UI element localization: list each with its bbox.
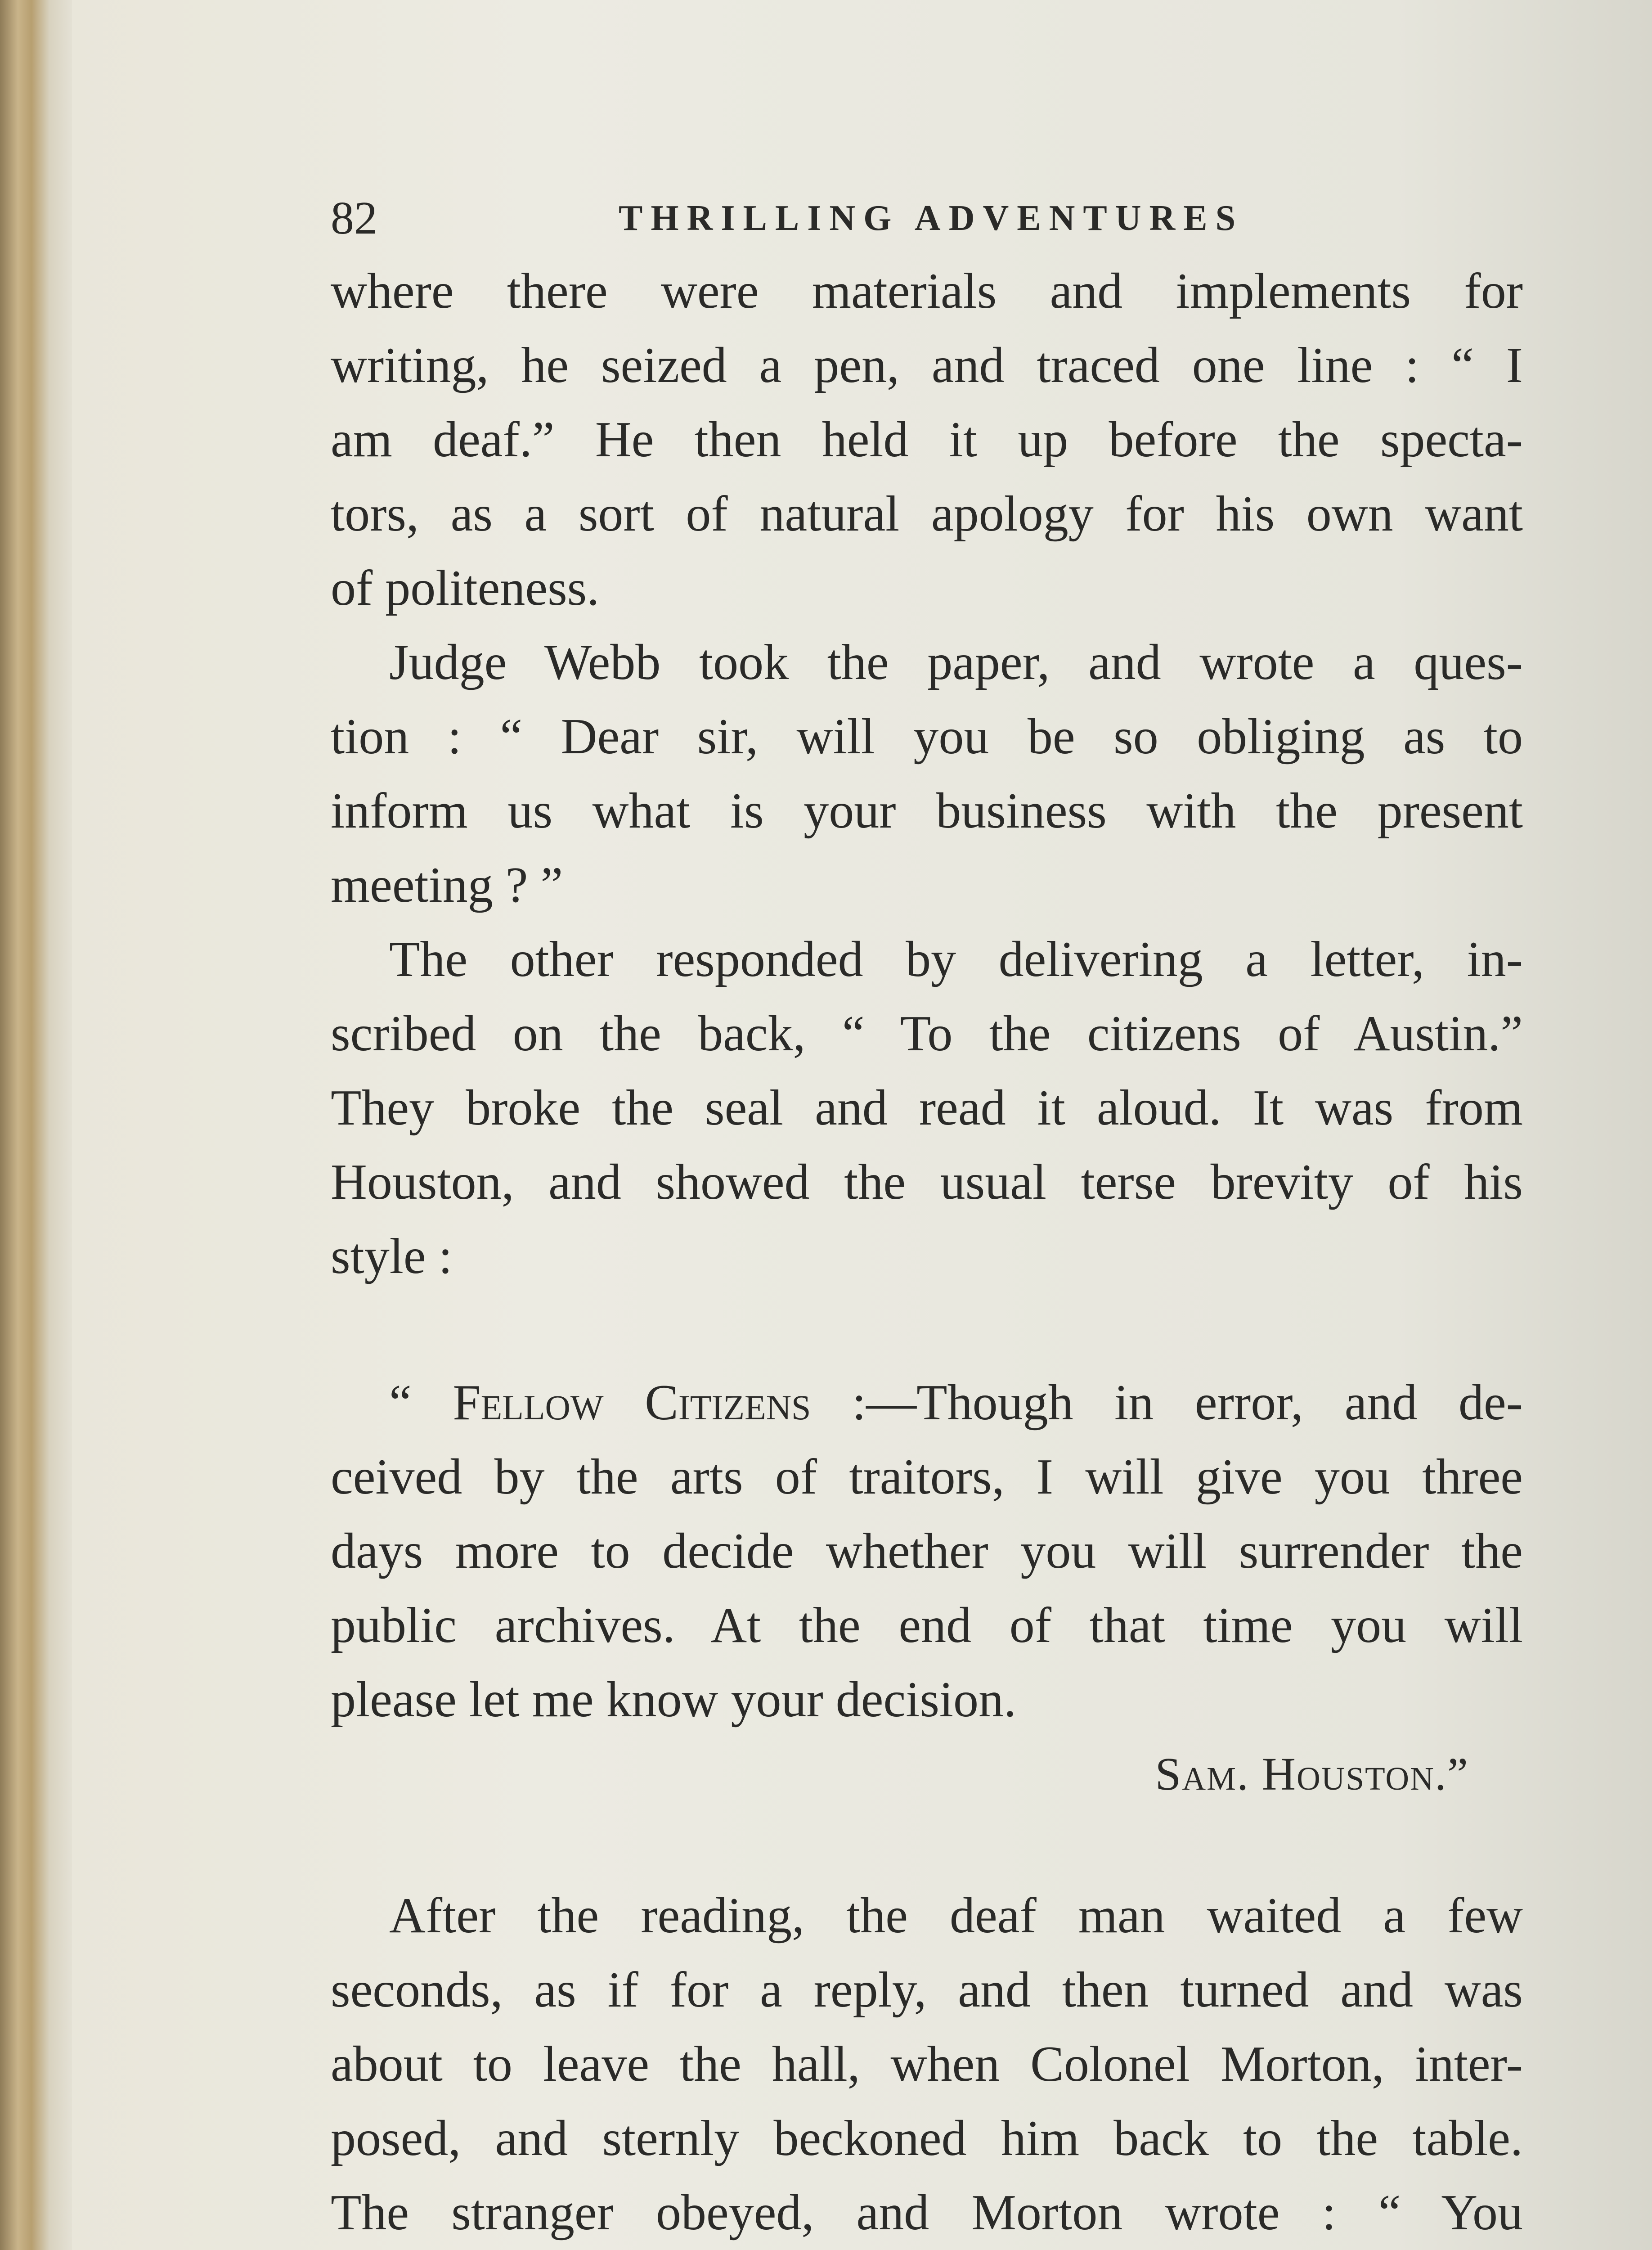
text-line: After the reading, the deaf man waited a few [389, 1888, 1523, 1944]
paragraph-3 [331, 922, 1523, 1294]
text-line: They broke the seal and read it aloud. It was from [331, 1080, 1523, 1136]
text-line: inform us what is your business with the present [331, 783, 1523, 839]
text-line: of politeness. [331, 560, 600, 616]
page-text [331, 182, 1523, 2250]
text-line: meeting ? ” [331, 857, 563, 913]
text-line: style : [331, 1228, 453, 1284]
text-line: public archives. At the end of that time you will [331, 1598, 1523, 1653]
text-line: where there were materials and implements for [331, 263, 1523, 319]
text-line: about to leave the hall, when Colonel Morton, inter- [331, 2036, 1523, 2092]
book-spine [0, 0, 72, 2250]
text-line: The stranger obeyed, and Morton wrote : “ You [331, 2185, 1523, 2241]
text-line: The other responded by delivering a letter, in- [389, 932, 1523, 987]
text-line: posed, and sternly beckoned him back to the table. [331, 2110, 1523, 2166]
text-line: tors, as a sort of natural apology for his own want [331, 486, 1523, 542]
text-line: Houston, and showed the usual terse brevity of his [331, 1154, 1523, 1210]
text-line: please let me know your decision. [331, 1672, 1017, 1728]
letter-signature: Sam. Houston.” [1155, 1748, 1469, 1800]
text-line: writing, he seized a pen, and traced one line : “ I [331, 338, 1523, 393]
paragraph-4 [331, 1879, 1523, 2250]
page-number: 82 [331, 192, 377, 244]
letter-salutation: “ Fellow Citizens :— [389, 1375, 917, 1431]
paragraph-1 [331, 254, 1523, 626]
paragraph-2 [331, 626, 1523, 922]
text-line: days more to decide whether you will surrender the [331, 1523, 1523, 1579]
text-line: scribed on the back, “ To the citizens of Austin.” [331, 1006, 1523, 1062]
text-line: am deaf.” He then held it up before the specta- [331, 412, 1523, 468]
letter-first-line-text: Though in error, and de- [916, 1375, 1523, 1431]
quoted-letter [331, 1366, 1523, 1811]
running-title: THRILLING ADVENTURES [619, 198, 1244, 238]
letter-first-line [331, 1366, 1523, 1440]
text-line: seconds, as if for a reply, and then turned and was [331, 1962, 1523, 2018]
text-line: ceived by the arts of traitors, I will give you three [331, 1449, 1523, 1505]
text-line: tion : “ Dear sir, will you be so obliging as to [331, 709, 1523, 765]
text-line: Judge Webb took the paper, and wrote a ques- [389, 634, 1523, 690]
running-head [331, 182, 1523, 254]
